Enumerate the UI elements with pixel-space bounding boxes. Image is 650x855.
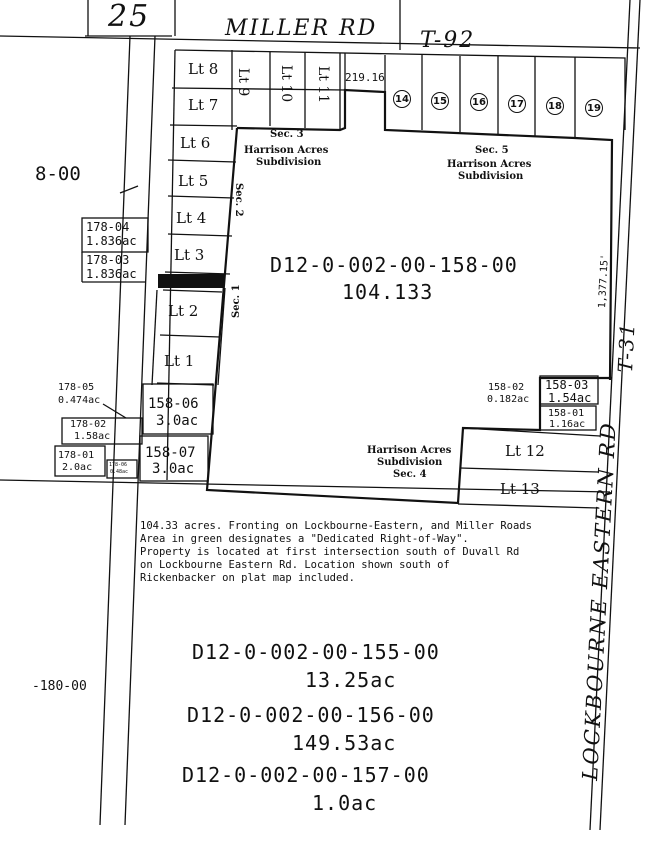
parcel-157-id: D12-0-002-00-157-00 (182, 763, 430, 787)
parcel-178-04-acres: 1.836ac (86, 234, 137, 248)
sec3-name-line1: Harrison Acres (244, 145, 329, 156)
right-of-way-bar (158, 274, 224, 288)
section-number: 25 (108, 0, 151, 34)
lot-5-label: Lt 5 (178, 172, 209, 190)
lockbourne-township-label: T-31 (613, 320, 640, 374)
main-parcel-acreage: 104.133 (342, 280, 434, 304)
parcel-155-id: D12-0-002-00-155-00 (192, 640, 440, 664)
parcel-178-05-id: 178-05 (58, 382, 95, 393)
sec4-name-line1: Harrison Acres (367, 445, 452, 456)
parcel-178-03-id: 178-03 (86, 253, 130, 267)
left-partial-label: 8-00 (35, 163, 81, 185)
parcel-155-acres: 13.25ac (305, 668, 397, 692)
parcel-158-02-id: 158-02 (488, 382, 525, 393)
notes-block (140, 520, 532, 585)
note-line: Property is located at first intersection south of Duvall Rd (140, 546, 520, 558)
parcel-158-03-acres: 1.54ac (548, 391, 592, 405)
note-line: Area in green designates a "Dedicated Right-of-Way". (140, 533, 469, 545)
parcel-178-03-acres: 1.836ac (86, 267, 137, 281)
parcel-158-07-id: 158-07 (145, 445, 196, 461)
east-dimension-label: 1,377.15' (597, 253, 611, 309)
miller-road-label: MILLER RD (225, 16, 378, 41)
parcel-178-04-id: 178-04 (86, 220, 130, 234)
lot-8-label: Lt 8 (188, 60, 219, 78)
lot-12-label: Lt 12 (505, 442, 545, 460)
parcel-178-01-id: 178-01 (58, 450, 95, 461)
parcel-157-acres: 1.0ac (312, 791, 378, 815)
lot-1-label: Lt 1 (164, 352, 195, 370)
miller-township-label: T-92 (420, 28, 476, 53)
lot-18-circle: 18 (546, 97, 564, 115)
parcel-178-01-acres: 2.0ac (62, 462, 93, 473)
sec3-name-line2: Subdivision (256, 157, 322, 168)
sec3-label: Sec. 3 (270, 129, 304, 140)
parcel-158-06-id: 158-06 (148, 396, 199, 412)
parcel-156-acres: 149.53ac (292, 731, 397, 755)
sec4-name-line2: Subdivision (377, 457, 443, 468)
parcel-158-02-acres: 0.182ac (487, 394, 530, 405)
lot-10-label: Lt 10 (278, 65, 294, 103)
note-line: Rickenbacker on plat map included. (140, 572, 355, 584)
lot-3-label: Lt 3 (174, 246, 205, 264)
lot-15-circle: 15 (431, 92, 449, 110)
lot-14-circle: 14 (393, 90, 411, 108)
sec2-label: Sec. 2 (233, 183, 244, 217)
parcel-158-01-id: 158-01 (548, 408, 585, 419)
lot-4-label: Lt 4 (176, 209, 207, 227)
sec1-label: Sec. 1 (231, 284, 242, 318)
note-line: 104.33 acres. Fronting on Lockbourne-Eastern, and Miller Roads (140, 520, 532, 532)
sec4-label: Sec. 4 (393, 469, 427, 480)
parcel-178-06-acres: 0.48ac (110, 469, 129, 475)
sec5-name-line1: Harrison Acres (447, 159, 532, 170)
note-line: on Lockbourne Eastern Rd. Location shown south of (140, 559, 450, 571)
left-bottom-label: -180-00 (32, 679, 87, 694)
lot-2-label: Lt 2 (168, 302, 199, 320)
parcel-178-02-id: 178-02 (70, 419, 107, 430)
west-road-line-2 (125, 36, 155, 825)
sec5-label: Sec. 5 (475, 145, 509, 156)
parcel-158-06-acres: 3.0ac (156, 413, 199, 429)
parcel-158-07-acres: 3.0ac (152, 461, 195, 477)
lot-19-circle: 19 (585, 99, 603, 117)
lot-16-circle: 16 (470, 93, 488, 111)
lot-9-label: Lt 9 (235, 68, 251, 97)
lot-11-label: Lt 11 (315, 66, 331, 104)
parcel-158-03-id: 158-03 (545, 378, 589, 392)
main-parcel-id: D12-0-002-00-158-00 (270, 253, 518, 277)
lockbourne-road-label: LOCKBOURNE EASTERN RD (578, 420, 621, 782)
parcel-178-02-acres: 1.58ac (74, 431, 111, 442)
sec5-name-line2: Subdivision (458, 171, 524, 182)
parcel-178-05-acres: 0.474ac (58, 395, 101, 406)
lot-13-label: Lt 13 (500, 480, 540, 498)
lot-7-label: Lt 7 (188, 96, 219, 114)
parcel-178-06-id: 178-06 (109, 462, 128, 468)
lot-17-circle: 17 (508, 95, 526, 113)
frontage-label: 219.16 (345, 71, 385, 84)
parcel-156-id: D12-0-002-00-156-00 (187, 703, 435, 727)
lot-6-label: Lt 6 (180, 134, 211, 152)
parcel-158-01-acres: 1.16ac (549, 419, 586, 430)
